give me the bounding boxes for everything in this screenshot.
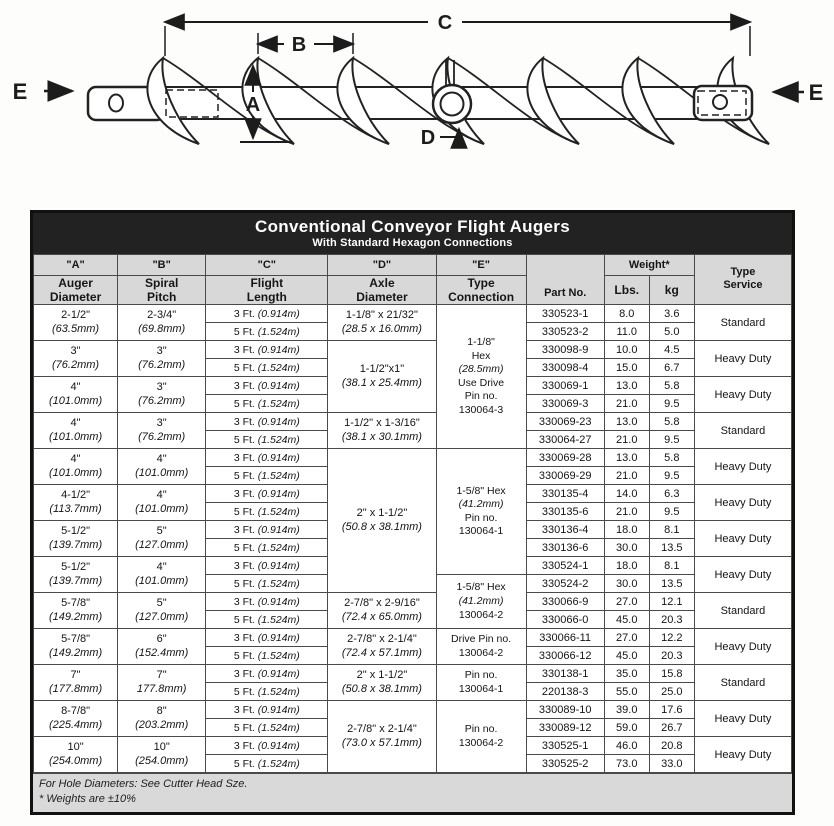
spiral-pitch-cell: 8" (203.2mm) <box>118 701 206 737</box>
weight-lbs-cell: 10.0 <box>604 341 649 359</box>
table-row <box>34 593 792 611</box>
weight-kg-cell: 3.6 <box>649 305 694 323</box>
type-service-cell: Heavy Duty <box>694 341 791 377</box>
weight-lbs-cell: 39.0 <box>604 701 649 719</box>
spiral-pitch-cell: 3" (76.2mm) <box>118 413 206 449</box>
weight-kg-cell: 9.5 <box>649 503 694 521</box>
weight-kg-cell: 12.2 <box>649 629 694 647</box>
weight-kg-cell: 17.6 <box>649 701 694 719</box>
part-no-cell: 330089-10 <box>526 701 604 719</box>
weight-kg-cell: 15.8 <box>649 665 694 683</box>
flight-length-cell: 5 Ft. (1.524m) <box>206 395 328 413</box>
auger-diameter-cell: 3" (76.2mm) <box>34 341 118 377</box>
flight-length-cell: 3 Ft. (0.914m) <box>206 701 328 719</box>
weight-kg-cell: 9.5 <box>649 467 694 485</box>
section-label-e-right: E <box>808 80 824 105</box>
part-no-cell: 220138-3 <box>526 683 604 701</box>
part-no-cell: 330135-6 <box>526 503 604 521</box>
auger-diameter-cell: 5-7/8" (149.2mm) <box>34 593 118 629</box>
type-service-cell: Standard <box>694 593 791 629</box>
weight-lbs-cell: 15.0 <box>604 359 649 377</box>
flight-length-cell: 3 Ft. (0.914m) <box>206 413 328 431</box>
spiral-pitch-cell: 2-3/4" (69.8mm) <box>118 305 206 341</box>
auger-diagram <box>0 0 834 180</box>
flight-length-cell: 5 Ft. (1.524m) <box>206 611 328 629</box>
part-no-cell: 330523-1 <box>526 305 604 323</box>
flight-length-cell: 5 Ft. (1.524m) <box>206 323 328 341</box>
flight-length-cell: 3 Ft. (0.914m) <box>206 449 328 467</box>
axle-diameter-cell: 1-1/8" x 21/32" (28.5 x 16.0mm) <box>328 305 436 341</box>
weight-lbs-cell: 30.0 <box>604 575 649 593</box>
weight-kg-cell: 9.5 <box>649 395 694 413</box>
weight-kg-cell: 6.7 <box>649 359 694 377</box>
th-letter-e: "E" <box>436 254 526 275</box>
weight-lbs-cell: 27.0 <box>604 593 649 611</box>
th-axle-diameter: Axle Diameter <box>328 275 436 305</box>
weight-lbs-cell: 45.0 <box>604 647 649 665</box>
table-row <box>34 413 792 431</box>
weight-lbs-cell: 73.0 <box>604 755 649 773</box>
auger-diameter-cell: 4" (101.0mm) <box>34 449 118 485</box>
th-kg: kg <box>649 275 694 305</box>
weight-kg-cell: 5.8 <box>649 413 694 431</box>
th-letter-a: "A" <box>34 254 118 275</box>
spiral-pitch-cell: 5" (127.0mm) <box>118 593 206 629</box>
auger-diameter-cell: 2-1/2" (63.5mm) <box>34 305 118 341</box>
weight-lbs-cell: 59.0 <box>604 719 649 737</box>
auger-diameter-cell: 7" (177.8mm) <box>34 665 118 701</box>
weight-lbs-cell: 18.0 <box>604 557 649 575</box>
th-part-no: Part No. <box>526 254 604 305</box>
type-connection-cell: Pin no. 130064-2 <box>436 701 526 773</box>
dim-label-d: D <box>420 127 436 149</box>
spiral-pitch-cell: 3" (76.2mm) <box>118 341 206 377</box>
spec-table <box>30 210 795 815</box>
type-service-cell: Heavy Duty <box>694 701 791 737</box>
weight-kg-cell: 8.1 <box>649 557 694 575</box>
th-type-connection: Type Connection <box>436 275 526 305</box>
table-row <box>34 629 792 647</box>
type-service-cell: Standard <box>694 305 791 341</box>
th-type-service: Type Service <box>694 254 791 305</box>
weight-lbs-cell: 13.0 <box>604 377 649 395</box>
th-lbs: Lbs. <box>604 275 649 305</box>
dim-label-c: C <box>437 12 453 34</box>
spiral-pitch-cell: 4" (101.0mm) <box>118 449 206 485</box>
spec-table-body <box>34 305 792 773</box>
auger-diameter-cell: 4" (101.0mm) <box>34 377 118 413</box>
spiral-pitch-cell: 3" (76.2mm) <box>118 377 206 413</box>
part-no-cell: 330135-4 <box>526 485 604 503</box>
part-no-cell: 330098-9 <box>526 341 604 359</box>
dim-label-a: A <box>245 94 261 116</box>
weight-lbs-cell: 55.0 <box>604 683 649 701</box>
flight-length-cell: 3 Ft. (0.914m) <box>206 593 328 611</box>
flight-length-cell: 3 Ft. (0.914m) <box>206 737 328 755</box>
flight-length-cell: 3 Ft. (0.914m) <box>206 485 328 503</box>
weight-lbs-cell: 27.0 <box>604 629 649 647</box>
weight-lbs-cell: 21.0 <box>604 395 649 413</box>
auger-diameter-cell: 4-1/2" (113.7mm) <box>34 485 118 521</box>
spiral-pitch-cell: 7" 177.8mm) <box>118 665 206 701</box>
weight-kg-cell: 5.8 <box>649 449 694 467</box>
th-flight-length: Flight Length <box>206 275 328 305</box>
part-no-cell: 330069-28 <box>526 449 604 467</box>
part-no-cell: 330089-12 <box>526 719 604 737</box>
part-no-cell: 330136-6 <box>526 539 604 557</box>
type-connection-cell: Drive Pin no. 130064-2 <box>436 629 526 665</box>
weight-kg-cell: 13.5 <box>649 575 694 593</box>
auger-diameter-cell: 4" (101.0mm) <box>34 413 118 449</box>
weight-kg-cell: 4.5 <box>649 341 694 359</box>
axle-diameter-cell: 1-1/2"x1" (38.1 x 25.4mm) <box>328 341 436 413</box>
part-no-cell: 330524-2 <box>526 575 604 593</box>
part-no-cell: 330525-2 <box>526 755 604 773</box>
weight-lbs-cell: 13.0 <box>604 413 649 431</box>
table-row <box>34 341 792 359</box>
th-letter-c: "C" <box>206 254 328 275</box>
weight-lbs-cell: 8.0 <box>604 305 649 323</box>
dim-c <box>165 22 750 56</box>
type-service-cell: Standard <box>694 665 791 701</box>
table-subtitle: With Standard Hexagon Connections <box>312 236 513 249</box>
part-no-cell: 330098-4 <box>526 359 604 377</box>
weight-kg-cell: 9.5 <box>649 431 694 449</box>
flight-length-cell: 5 Ft. (1.524m) <box>206 683 328 701</box>
flight-length-cell: 3 Ft. (0.914m) <box>206 629 328 647</box>
weight-kg-cell: 25.0 <box>649 683 694 701</box>
flight-length-cell: 3 Ft. (0.914m) <box>206 341 328 359</box>
type-service-cell: Heavy Duty <box>694 557 791 593</box>
axle-diameter-cell: 1-1/2" x 1-3/16" (38.1 x 30.1mm) <box>328 413 436 449</box>
flight-length-cell: 5 Ft. (1.524m) <box>206 503 328 521</box>
table-footnotes <box>33 773 792 812</box>
part-no-cell: 330524-1 <box>526 557 604 575</box>
flight-length-cell: 5 Ft. (1.524m) <box>206 359 328 377</box>
right-connector <box>694 86 752 120</box>
type-service-cell: Standard <box>694 413 791 449</box>
flight-length-cell: 3 Ft. (0.914m) <box>206 305 328 323</box>
flight-length-cell: 5 Ft. (1.524m) <box>206 719 328 737</box>
spiral-pitch-cell: 4" (101.0mm) <box>118 557 206 593</box>
table-title: Conventional Conveyor Flight Augers <box>255 217 570 236</box>
type-service-cell: Heavy Duty <box>694 521 791 557</box>
part-no-cell: 330066-11 <box>526 629 604 647</box>
part-no-cell: 330525-1 <box>526 737 604 755</box>
part-no-cell: 330069-29 <box>526 467 604 485</box>
type-service-cell: Heavy Duty <box>694 485 791 521</box>
table-row <box>34 701 792 719</box>
weight-kg-cell: 26.7 <box>649 719 694 737</box>
weight-lbs-cell: 11.0 <box>604 323 649 341</box>
table-title-bar <box>33 213 792 254</box>
weight-kg-cell: 6.3 <box>649 485 694 503</box>
type-service-cell: Heavy Duty <box>694 377 791 413</box>
spiral-pitch-cell: 6" (152.4mm) <box>118 629 206 665</box>
part-no-cell: 330069-3 <box>526 395 604 413</box>
axle-diameter-cell: 2-7/8" x 2-1/4" (72.4 x 57.1mm) <box>328 629 436 665</box>
type-service-cell: Heavy Duty <box>694 629 791 665</box>
weight-lbs-cell: 18.0 <box>604 521 649 539</box>
type-service-cell: Heavy Duty <box>694 737 791 773</box>
weight-kg-cell: 33.0 <box>649 755 694 773</box>
section-label-e-left: E <box>12 79 28 104</box>
th-spiral-pitch: Spiral Pitch <box>118 275 206 305</box>
flight-length-cell: 3 Ft. (0.914m) <box>206 521 328 539</box>
weight-lbs-cell: 35.0 <box>604 665 649 683</box>
weight-kg-cell: 5.0 <box>649 323 694 341</box>
auger-diameter-cell: 5-7/8" (149.2mm) <box>34 629 118 665</box>
part-no-cell: 330069-23 <box>526 413 604 431</box>
type-connection-cell: 1-5/8" Hex (41.2mm) 130064-2 <box>436 575 526 629</box>
table-row <box>34 665 792 683</box>
weight-lbs-cell: 46.0 <box>604 737 649 755</box>
weight-lbs-cell: 13.0 <box>604 449 649 467</box>
dim-label-b: B <box>291 34 307 56</box>
type-connection-cell: 1-5/8" Hex (41.2mm) Pin no. 130064-1 <box>436 449 526 575</box>
th-weight: Weight* <box>604 254 694 275</box>
type-service-cell: Heavy Duty <box>694 449 791 485</box>
table-row <box>34 449 792 467</box>
part-no-cell: 330066-0 <box>526 611 604 629</box>
weight-kg-cell: 12.1 <box>649 593 694 611</box>
weight-kg-cell: 20.3 <box>649 647 694 665</box>
weight-kg-cell: 20.8 <box>649 737 694 755</box>
spiral-pitch-cell: 10" (254.0mm) <box>118 737 206 773</box>
part-no-cell: 330136-4 <box>526 521 604 539</box>
axle-diameter-cell: 2" x 1-1/2" (50.8 x 38.1mm) <box>328 449 436 593</box>
weight-lbs-cell: 21.0 <box>604 467 649 485</box>
flight-length-cell: 5 Ft. (1.524m) <box>206 431 328 449</box>
weight-lbs-cell: 14.0 <box>604 485 649 503</box>
type-connection-cell: Pin no. 130064-1 <box>436 665 526 701</box>
weight-lbs-cell: 21.0 <box>604 431 649 449</box>
weight-lbs-cell: 30.0 <box>604 539 649 557</box>
th-letter-d: "D" <box>328 254 436 275</box>
part-no-cell: 330523-2 <box>526 323 604 341</box>
type-connection-cell: 1-1/8" Hex (28.5mm) Use Drive Pin no. 130064-3 <box>436 305 526 449</box>
spec-table-grid <box>33 254 792 774</box>
auger-diameter-cell: 10" (254.0mm) <box>34 737 118 773</box>
th-auger-diameter: Auger Diameter <box>34 275 118 305</box>
weight-kg-cell: 5.8 <box>649 377 694 395</box>
flight-length-cell: 5 Ft. (1.524m) <box>206 647 328 665</box>
auger-diameter-cell: 5-1/2" (139.7mm) <box>34 557 118 593</box>
axle-diameter-cell: 2-7/8" x 2-1/4" (73.0 x 57.1mm) <box>328 701 436 773</box>
weight-kg-cell: 13.5 <box>649 539 694 557</box>
table-header <box>34 254 792 305</box>
auger-diameter-cell: 5-1/2" (139.7mm) <box>34 521 118 557</box>
axle-diameter-cell: 2-7/8" x 2-9/16" (72.4 x 65.0mm) <box>328 593 436 629</box>
axle-diameter-cell: 2" x 1-1/2" (50.8 x 38.1mm) <box>328 665 436 701</box>
spiral-pitch-cell: 4" (101.0mm) <box>118 485 206 521</box>
footnote-weights: * Weights are ±10% <box>39 793 136 806</box>
weight-lbs-cell: 21.0 <box>604 503 649 521</box>
part-no-cell: 330066-12 <box>526 647 604 665</box>
th-letter-b: "B" <box>118 254 206 275</box>
footnote-hole-diameters: For Hole Diameters: See Cutter Head Sze. <box>39 778 248 791</box>
weight-kg-cell: 20.3 <box>649 611 694 629</box>
part-no-cell: 330138-1 <box>526 665 604 683</box>
weight-kg-cell: 8.1 <box>649 521 694 539</box>
flight-length-cell: 5 Ft. (1.524m) <box>206 575 328 593</box>
flight-length-cell: 5 Ft. (1.524m) <box>206 539 328 557</box>
spiral-pitch-cell: 5" (127.0mm) <box>118 521 206 557</box>
flight-length-cell: 3 Ft. (0.914m) <box>206 377 328 395</box>
flight-length-cell: 3 Ft. (0.914m) <box>206 665 328 683</box>
flight-length-cell: 5 Ft. (1.524m) <box>206 467 328 485</box>
part-no-cell: 330069-1 <box>526 377 604 395</box>
weight-lbs-cell: 45.0 <box>604 611 649 629</box>
part-no-cell: 330066-9 <box>526 593 604 611</box>
part-no-cell: 330064-27 <box>526 431 604 449</box>
flight-length-cell: 5 Ft. (1.524m) <box>206 755 328 773</box>
table-row <box>34 305 792 323</box>
flight-length-cell: 3 Ft. (0.914m) <box>206 557 328 575</box>
auger-diameter-cell: 8-7/8" (225.4mm) <box>34 701 118 737</box>
